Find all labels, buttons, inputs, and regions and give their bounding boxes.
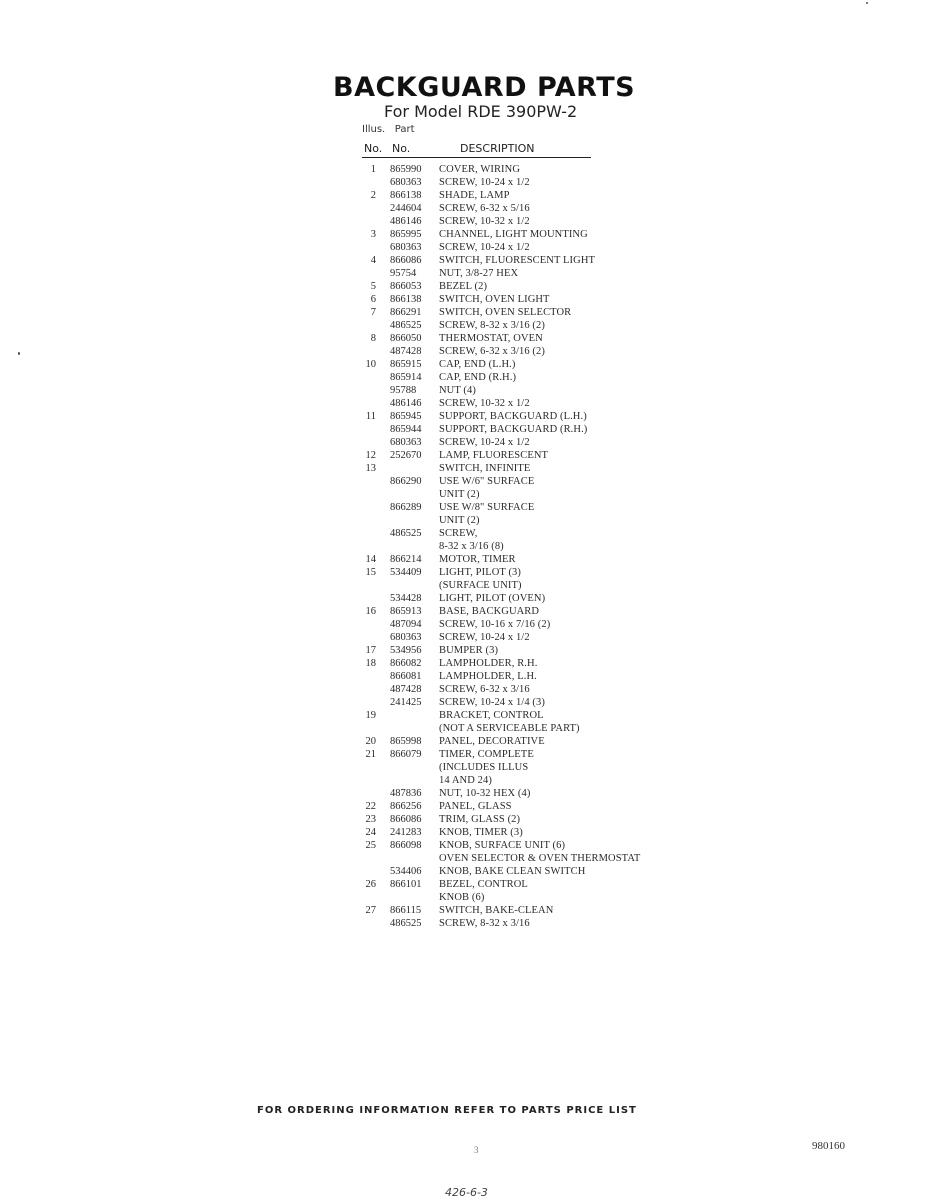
part-number: 95754 bbox=[390, 268, 417, 279]
part-description: SCREW, 10-24 x 1/2 bbox=[439, 632, 530, 643]
part-number: 866053 bbox=[390, 281, 422, 292]
illus-number: 19 bbox=[365, 710, 376, 721]
part-description: 14 AND 24) bbox=[439, 775, 492, 786]
table-row bbox=[360, 917, 680, 930]
table-row bbox=[360, 436, 680, 449]
table-row bbox=[360, 514, 680, 527]
part-description: USE W/8" SURFACE bbox=[439, 502, 535, 513]
table-row bbox=[360, 254, 680, 267]
part-description: LIGHT, PILOT (3) bbox=[439, 567, 521, 578]
part-number: 487094 bbox=[390, 619, 422, 630]
part-description: BUMPER (3) bbox=[439, 645, 499, 656]
table-row bbox=[360, 189, 680, 202]
table-row bbox=[360, 475, 680, 488]
table-row bbox=[360, 423, 680, 436]
document-number: 980160 bbox=[812, 1140, 845, 1152]
table-row bbox=[360, 228, 680, 241]
part-number: 866086 bbox=[390, 814, 422, 825]
table-row bbox=[360, 384, 680, 397]
part-description: (NOT A SERVICEABLE PART) bbox=[439, 723, 580, 734]
part-number: 866291 bbox=[390, 307, 422, 318]
part-description: SCREW, 10-32 x 1/2 bbox=[439, 398, 530, 409]
part-description: MOTOR, TIMER bbox=[439, 554, 516, 565]
table-row bbox=[360, 332, 680, 345]
part-number: 866079 bbox=[390, 749, 422, 760]
model-subtitle: For Model RDE 390PW-2 bbox=[384, 102, 578, 121]
table-row bbox=[360, 449, 680, 462]
part-description: NUT, 10-32 HEX (4) bbox=[439, 788, 531, 799]
header-rule bbox=[362, 157, 591, 158]
part-description: SHADE, LAMP bbox=[439, 190, 510, 201]
part-number: 866086 bbox=[390, 255, 422, 266]
part-description: LAMPHOLDER, R.H. bbox=[439, 658, 538, 669]
part-number: 534409 bbox=[390, 567, 422, 578]
part-description: UNIT (2) bbox=[439, 515, 480, 526]
part-number: 486525 bbox=[390, 320, 422, 331]
part-number: 680363 bbox=[390, 632, 422, 643]
part-description: SCREW, 10-16 x 7/16 (2) bbox=[439, 619, 551, 630]
ordering-footer: FOR ORDERING INFORMATION REFER TO PARTS PRICE LIST bbox=[257, 1105, 637, 1116]
table-row bbox=[360, 293, 680, 306]
table-row bbox=[360, 280, 680, 293]
part-number: 487428 bbox=[390, 684, 422, 695]
part-description: SWITCH, BAKE-CLEAN bbox=[439, 905, 554, 916]
part-description: UNIT (2) bbox=[439, 489, 480, 500]
illus-number: 17 bbox=[365, 645, 376, 656]
part-description: SCREW, 10-24 x 1/2 bbox=[439, 177, 530, 188]
part-number: 486525 bbox=[390, 918, 422, 929]
part-number: 866101 bbox=[390, 879, 422, 890]
table-row bbox=[360, 488, 680, 501]
table-row bbox=[360, 735, 680, 748]
part-number: 866082 bbox=[390, 658, 422, 669]
table-row bbox=[360, 397, 680, 410]
part-number: 95788 bbox=[390, 385, 417, 396]
part-number: 865990 bbox=[390, 164, 422, 175]
table-row bbox=[360, 215, 680, 228]
part-number: 866050 bbox=[390, 333, 422, 344]
table-row bbox=[360, 410, 680, 423]
part-description: CHANNEL, LIGHT MOUNTING bbox=[439, 229, 588, 240]
table-row bbox=[360, 904, 680, 917]
part-number: 241283 bbox=[390, 827, 422, 838]
scan-speck bbox=[866, 2, 868, 4]
column-header-illus-no: No. bbox=[364, 142, 383, 155]
part-description: COVER, WIRING bbox=[439, 164, 521, 175]
part-description: SCREW, 6-32 x 5/16 bbox=[439, 203, 530, 214]
part-number: 487428 bbox=[390, 346, 422, 357]
illus-number: 8 bbox=[370, 333, 376, 344]
part-description: BRACKET, CONTROL bbox=[439, 710, 544, 721]
table-row bbox=[360, 774, 680, 787]
table-row bbox=[360, 722, 680, 735]
table-row bbox=[360, 709, 680, 722]
table-row bbox=[360, 202, 680, 215]
part-description: SCREW, 10-24 x 1/4 (3) bbox=[439, 697, 545, 708]
part-number: 486525 bbox=[390, 528, 422, 539]
illus-number: 2 bbox=[370, 190, 376, 201]
part-number: 865913 bbox=[390, 606, 422, 617]
table-row bbox=[360, 813, 680, 826]
table-row bbox=[360, 371, 680, 384]
part-description: LAMP, FLUORESCENT bbox=[439, 450, 549, 461]
part-number: 865944 bbox=[390, 424, 422, 435]
table-row bbox=[360, 566, 680, 579]
part-number: 252670 bbox=[390, 450, 422, 461]
illus-number: 3 bbox=[370, 229, 376, 240]
part-description: OVEN SELECTOR & OVEN THERMOSTAT bbox=[439, 853, 641, 864]
parts-list bbox=[360, 163, 680, 930]
table-row bbox=[360, 800, 680, 813]
illus-number: 20 bbox=[365, 736, 376, 747]
part-description: BEZEL (2) bbox=[439, 281, 488, 292]
table-row bbox=[360, 865, 680, 878]
illus-number: 22 bbox=[365, 801, 376, 812]
illus-number: 23 bbox=[365, 814, 376, 825]
part-number: 680363 bbox=[390, 437, 422, 448]
part-description: SCREW, 6-32 x 3/16 bbox=[439, 684, 530, 695]
part-description: SUPPORT, BACKGUARD (L.H.) bbox=[439, 411, 587, 422]
table-row bbox=[360, 826, 680, 839]
part-number: 534956 bbox=[390, 645, 422, 656]
table-row bbox=[360, 618, 680, 631]
illus-number: 7 bbox=[370, 307, 376, 318]
part-description: TIMER, COMPLETE bbox=[439, 749, 534, 760]
part-number: 865945 bbox=[390, 411, 422, 422]
part-description: SUPPORT, BACKGUARD (R.H.) bbox=[439, 424, 588, 435]
table-row bbox=[360, 553, 680, 566]
part-description: SWITCH, INFINITE bbox=[439, 463, 531, 474]
illus-number: 24 bbox=[365, 827, 376, 838]
table-row bbox=[360, 358, 680, 371]
table-row bbox=[360, 787, 680, 800]
illus-number: 12 bbox=[365, 450, 376, 461]
part-description: (INCLUDES ILLUS bbox=[439, 762, 529, 773]
illus-number: 16 bbox=[365, 606, 376, 617]
part-description: BASE, BACKGUARD bbox=[439, 606, 540, 617]
table-row bbox=[360, 657, 680, 670]
part-description: LIGHT, PILOT (OVEN) bbox=[439, 593, 546, 604]
illus-number: 5 bbox=[370, 281, 376, 292]
table-row bbox=[360, 163, 680, 176]
header-illus-label: Illus. bbox=[362, 124, 386, 135]
part-description: NUT (4) bbox=[439, 385, 476, 396]
illus-number: 14 bbox=[365, 554, 376, 565]
header-part-label: Part bbox=[394, 124, 415, 135]
page-title: BACKGUARD PARTS bbox=[333, 72, 636, 103]
illus-number: 10 bbox=[365, 359, 376, 370]
illus-number: 11 bbox=[365, 411, 376, 422]
column-header-description: DESCRIPTION bbox=[460, 142, 535, 155]
scan-speck bbox=[18, 352, 20, 355]
table-row bbox=[360, 306, 680, 319]
table-row bbox=[360, 605, 680, 618]
part-description: (SURFACE UNIT) bbox=[439, 580, 522, 591]
part-description: CAP, END (L.H.) bbox=[439, 359, 516, 370]
part-description: SCREW, 10-24 x 1/2 bbox=[439, 242, 530, 253]
part-number: 866098 bbox=[390, 840, 422, 851]
table-row bbox=[360, 761, 680, 774]
part-description: KNOB, TIMER (3) bbox=[439, 827, 523, 838]
part-description: SCREW, 6-32 x 3/16 (2) bbox=[439, 346, 545, 357]
part-description: SCREW, 10-24 x 1/2 bbox=[439, 437, 530, 448]
table-row bbox=[360, 319, 680, 332]
part-number: 866138 bbox=[390, 190, 422, 201]
part-description: 8-32 x 3/16 (8) bbox=[439, 541, 504, 552]
illus-number: 6 bbox=[370, 294, 376, 305]
table-row bbox=[360, 345, 680, 358]
part-number: 866138 bbox=[390, 294, 422, 305]
part-number: 534406 bbox=[390, 866, 422, 877]
table-row bbox=[360, 462, 680, 475]
part-description: TRIM, GLASS (2) bbox=[439, 814, 521, 825]
part-description: PANEL, DECORATIVE bbox=[439, 736, 545, 747]
table-row bbox=[360, 683, 680, 696]
part-number: 865998 bbox=[390, 736, 422, 747]
illus-number: 21 bbox=[365, 749, 376, 760]
part-number: 486146 bbox=[390, 216, 422, 227]
part-description: SCREW, 8-32 x 3/16 (2) bbox=[439, 320, 545, 331]
part-description: CAP, END (R.H.) bbox=[439, 372, 517, 383]
illus-number: 15 bbox=[365, 567, 376, 578]
table-row bbox=[360, 748, 680, 761]
part-number: 680363 bbox=[390, 242, 422, 253]
table-row bbox=[360, 631, 680, 644]
part-number: 866115 bbox=[390, 905, 422, 916]
part-description: NUT, 3/8-27 HEX bbox=[439, 268, 519, 279]
part-number: 487836 bbox=[390, 788, 422, 799]
part-description: SCREW, bbox=[439, 528, 478, 539]
part-description: USE W/6" SURFACE bbox=[439, 476, 535, 487]
part-number: 866290 bbox=[390, 476, 422, 487]
table-row bbox=[360, 527, 680, 540]
table-row bbox=[360, 592, 680, 605]
part-number: 534428 bbox=[390, 593, 422, 604]
illus-number: 1 bbox=[370, 164, 376, 175]
illus-number: 27 bbox=[365, 905, 376, 916]
part-description: KNOB, BAKE CLEAN SWITCH bbox=[439, 866, 586, 877]
part-number: 244604 bbox=[390, 203, 422, 214]
part-number: 866081 bbox=[390, 671, 422, 682]
table-row bbox=[360, 176, 680, 189]
illus-number: 25 bbox=[365, 840, 376, 851]
column-header-part-no: No. bbox=[392, 142, 411, 155]
part-description: KNOB, SURFACE UNIT (6) bbox=[439, 840, 566, 851]
part-number: 865995 bbox=[390, 229, 422, 240]
part-number: 865914 bbox=[390, 372, 422, 383]
part-description: BEZEL, CONTROL bbox=[439, 879, 528, 890]
page-mark: 3 bbox=[474, 1145, 479, 1155]
handwritten-note: 426-6-3 bbox=[445, 1186, 488, 1199]
part-number: 865915 bbox=[390, 359, 422, 370]
part-description: SWITCH, OVEN LIGHT bbox=[439, 294, 550, 305]
part-description: THERMOSTAT, OVEN bbox=[439, 333, 543, 344]
illus-number: 4 bbox=[370, 255, 376, 266]
table-row bbox=[360, 579, 680, 592]
part-description: SCREW, 8-32 x 3/16 bbox=[439, 918, 530, 929]
table-row bbox=[360, 696, 680, 709]
table-row bbox=[360, 644, 680, 657]
part-description: KNOB (6) bbox=[439, 892, 485, 903]
table-row bbox=[360, 852, 680, 865]
table-row bbox=[360, 878, 680, 891]
part-number: 680363 bbox=[390, 177, 422, 188]
header-illus-part bbox=[362, 124, 415, 135]
illus-number: 18 bbox=[365, 658, 376, 669]
table-row bbox=[360, 540, 680, 553]
table-row bbox=[360, 839, 680, 852]
table-row bbox=[360, 501, 680, 514]
illus-number: 13 bbox=[365, 463, 376, 474]
part-description: LAMPHOLDER, L.H. bbox=[439, 671, 537, 682]
table-row bbox=[360, 670, 680, 683]
part-description: SWITCH, FLUORESCENT LIGHT bbox=[439, 255, 596, 266]
table-row bbox=[360, 241, 680, 254]
part-number: 866289 bbox=[390, 502, 422, 513]
part-description: SWITCH, OVEN SELECTOR bbox=[439, 307, 572, 318]
part-number: 241425 bbox=[390, 697, 422, 708]
part-description: SCREW, 10-32 x 1/2 bbox=[439, 216, 530, 227]
part-description: PANEL, GLASS bbox=[439, 801, 512, 812]
part-number: 866256 bbox=[390, 801, 422, 812]
part-number: 866214 bbox=[390, 554, 422, 565]
illus-number: 26 bbox=[365, 879, 376, 890]
table-row bbox=[360, 891, 680, 904]
part-number: 486146 bbox=[390, 398, 422, 409]
table-row bbox=[360, 267, 680, 280]
